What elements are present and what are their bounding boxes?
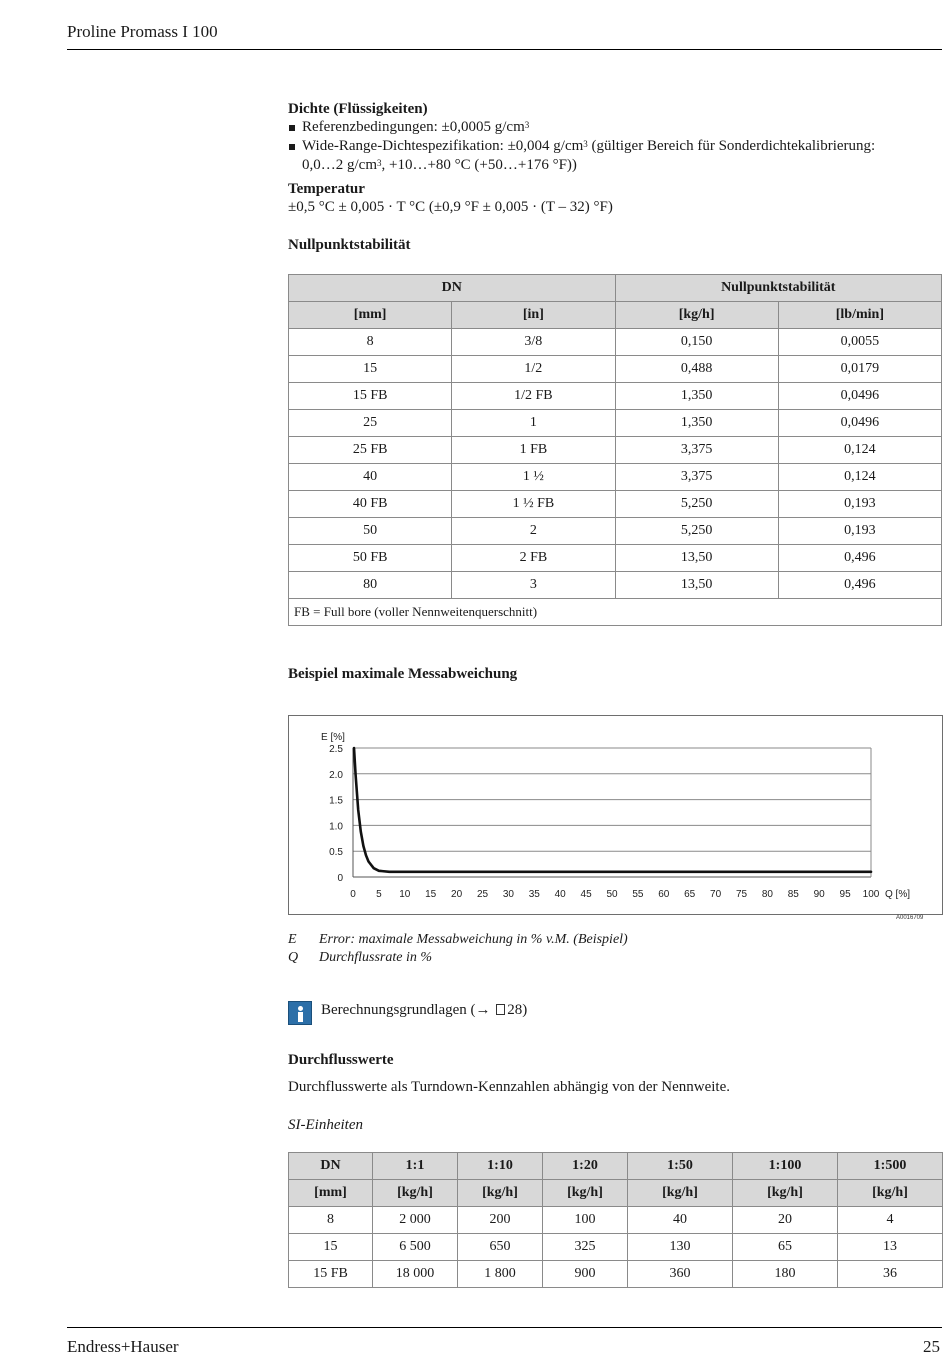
legend-item-q: Q Durchflussrate in % [288, 950, 433, 965]
table-cell: 0,124 [778, 437, 941, 464]
table-cell: 0,0496 [778, 410, 941, 437]
flow-unit-row [289, 1180, 943, 1207]
zero-point-table [288, 274, 942, 626]
x-tick-label: 15 [425, 889, 437, 900]
unit-header: [in] [452, 302, 615, 329]
x-tick-label: 95 [839, 889, 851, 900]
example-heading: Beispiel maximale Messabweichung [288, 666, 518, 682]
table-row [289, 1261, 943, 1288]
y-tick-label: 0.5 [329, 847, 343, 859]
table-cell: 4 [838, 1207, 943, 1234]
footer-rule [67, 1327, 942, 1328]
table-cell: 13,50 [615, 572, 778, 599]
table-row [289, 518, 942, 545]
flow-rows [289, 1207, 943, 1288]
unit-header: [kg/h] [458, 1180, 543, 1207]
y-tick-label: 1.0 [329, 821, 343, 833]
unit-header: [kg/h] [373, 1180, 458, 1207]
density-item-reference: Referenzbedingungen: ±0,0005 $g/cm^3$ [288, 118, 942, 137]
table-cell: 1 800 [458, 1261, 543, 1288]
table-cell: 3,375 [615, 437, 778, 464]
flow-table-wrap [288, 1152, 942, 1288]
header-rule [67, 49, 942, 50]
table-cell: 3 [452, 572, 615, 599]
unit-header: [mm] [289, 1180, 373, 1207]
table-cell: 1 [452, 410, 615, 437]
table-cell: 1/2 FB [452, 383, 615, 410]
unit-header: [mm] [289, 302, 452, 329]
table-row [289, 464, 942, 491]
column-header: 1:500 [838, 1153, 943, 1180]
table-cell: 650 [458, 1234, 543, 1261]
density-section [288, 101, 942, 175]
error-chart-svg [289, 716, 942, 914]
unit-header: [kg/h] [543, 1180, 628, 1207]
table-cell: 0,124 [778, 464, 941, 491]
table-cell: 8 [289, 329, 452, 356]
table-row [289, 383, 942, 410]
table-row [289, 410, 942, 437]
footer-brand: Endress+Hauser [67, 1337, 179, 1356]
table-cell: 360 [628, 1261, 733, 1288]
table-cell: 0,150 [615, 329, 778, 356]
x-tick-label: 50 [606, 889, 618, 900]
group-header-dn: DN [289, 275, 616, 302]
x-tick-label: 70 [710, 889, 722, 900]
table-cell: 1 ½ [452, 464, 615, 491]
table-footnote: FB = Full bore (voller Nennweitenquerschnitt) [289, 599, 942, 626]
table-cell: 3/8 [452, 329, 615, 356]
table-row [289, 437, 942, 464]
table-cell: 2 000 [373, 1207, 458, 1234]
column-header: 1:100 [733, 1153, 838, 1180]
table-row [289, 572, 942, 599]
table-cell: 0,193 [778, 518, 941, 545]
series-line [354, 748, 871, 872]
table-cell: 15 [289, 356, 452, 383]
unit-header: [kg/h] [615, 302, 778, 329]
table-cell: 13 [838, 1234, 943, 1261]
table-cell: 80 [289, 572, 452, 599]
table-cell: 0,488 [615, 356, 778, 383]
x-tick-label: 20 [451, 889, 463, 900]
table-cell: 50 [289, 518, 452, 545]
table-cell: 40 [628, 1207, 733, 1234]
temperature-text: ±0,5 °C ± 0,005 · T °C (±0,9 °F ± 0,005 · (T – 32) °F) [288, 199, 613, 215]
temperature-section [288, 181, 942, 217]
table-cell: 5,250 [615, 491, 778, 518]
x-tick-label: 90 [813, 889, 825, 900]
table-cell: 40 [289, 464, 452, 491]
table-cell: 8 [289, 1207, 373, 1234]
unit-header: [lb/min] [778, 302, 941, 329]
unit-header: [kg/h] [733, 1180, 838, 1207]
column-header: DN [289, 1153, 373, 1180]
temperature-heading: Temperatur [288, 181, 365, 197]
table-cell: 2 [452, 518, 615, 545]
running-header: Proline Promass I 100 [67, 22, 218, 41]
table-cell: 0,0496 [778, 383, 941, 410]
table-cell: 325 [543, 1234, 628, 1261]
y-tick-label: 2.0 [329, 769, 343, 781]
x-tick-label: 85 [787, 889, 799, 900]
table-cell: 1 FB [452, 437, 615, 464]
table-cell: 15 FB [289, 383, 452, 410]
x-tick-label: 10 [399, 889, 411, 900]
table-cell: 0,0179 [778, 356, 941, 383]
table-cell: 40 FB [289, 491, 452, 518]
table-cell: 0,0055 [778, 329, 941, 356]
column-header: 1:10 [458, 1153, 543, 1180]
table-cell: 65 [733, 1234, 838, 1261]
y-tick-label: 1.5 [329, 795, 343, 807]
flow-table [288, 1152, 943, 1288]
x-tick-label: 65 [684, 889, 696, 900]
table-row [289, 491, 942, 518]
table-cell: 900 [543, 1261, 628, 1288]
x-tick-label: 5 [376, 889, 382, 900]
x-tick-label: 35 [528, 889, 540, 900]
table-cell: 0,496 [778, 545, 941, 572]
x-tick-label: 60 [658, 889, 670, 900]
table-cell: 2 FB [452, 545, 615, 572]
table-cell: 1 ½ FB [452, 491, 615, 518]
table-cell: 25 FB [289, 437, 452, 464]
table-cell: 5,250 [615, 518, 778, 545]
x-tick-label: 100 [862, 889, 880, 900]
page-number: 25 [923, 1337, 940, 1356]
table-cell: 25 [289, 410, 452, 437]
x-tick-label: 40 [554, 889, 566, 900]
table-row [289, 356, 942, 383]
info-icon [288, 1001, 312, 1025]
y-axis-label: E [%] [321, 732, 345, 743]
group-header-zero-point: Nullpunktstabilität [615, 275, 942, 302]
info-reference[interactable]: Berechnungsgrundlagen (→ 28) [321, 1002, 528, 1018]
table-row [289, 1207, 943, 1234]
flow-header-row [289, 1153, 943, 1180]
table-row [289, 329, 942, 356]
unit-header: [kg/h] [628, 1180, 733, 1207]
table-cell: 13,50 [615, 545, 778, 572]
zero-point-rows [289, 329, 942, 599]
table-cell: 15 FB [289, 1261, 373, 1288]
column-header: 1:20 [543, 1153, 628, 1180]
x-tick-label: 75 [735, 889, 748, 900]
table-cell: 20 [733, 1207, 838, 1234]
page-ref-icon [496, 1004, 505, 1015]
x-tick-label: 45 [580, 889, 592, 900]
table-row [289, 545, 942, 572]
table-cell: 180 [733, 1261, 838, 1288]
table-cell: 3,375 [615, 464, 778, 491]
table-cell: 15 [289, 1234, 373, 1261]
table-cell: 0,496 [778, 572, 941, 599]
error-chart [288, 715, 943, 915]
flow-heading: Durchflusswerte [288, 1052, 394, 1068]
table-cell: 18 000 [373, 1261, 458, 1288]
table-cell: 0,193 [778, 491, 941, 518]
column-header: 1:1 [373, 1153, 458, 1180]
column-header: 1:50 [628, 1153, 733, 1180]
table-cell: 36 [838, 1261, 943, 1288]
y-tick-label: 2.5 [329, 744, 343, 755]
x-axis-label: Q [%] [885, 889, 911, 900]
table-cell: 1,350 [615, 383, 778, 410]
table-cell: 50 FB [289, 545, 452, 572]
figure-reference: A0016709 [896, 915, 924, 921]
density-item-wide-range: Wide-Range-Dichtespezifikation: ±0,004 $g/cm^3$ (gültiger Bereich für Sonderdichtekalibrierung: 0,0…2 $g/cm^3$, +10…+80 °C (+50…+176 °F)) [288, 137, 942, 175]
y-tick-label: 0 [337, 873, 343, 884]
table-cell: 1,350 [615, 410, 778, 437]
x-tick-label: 0 [350, 889, 356, 900]
table-cell: 200 [458, 1207, 543, 1234]
zero-point-table-wrap [288, 274, 942, 626]
table-cell: 1/2 [452, 356, 615, 383]
table-cell: 130 [628, 1234, 733, 1261]
x-tick-label: 80 [761, 889, 773, 900]
table-cell: 100 [543, 1207, 628, 1234]
x-tick-label: 55 [632, 889, 644, 900]
zero-point-heading: Nullpunktstabilität [288, 237, 411, 253]
table-cell: 6 500 [373, 1234, 458, 1261]
flow-text: Durchflusswerte als Turndown-Kennzahlen abhängig von der Nennweite. [288, 1079, 730, 1095]
table-row [289, 1234, 943, 1261]
unit-header: [kg/h] [838, 1180, 943, 1207]
x-tick-label: 25 [476, 889, 489, 900]
density-heading: Dichte (Flüssigkeiten) [288, 101, 428, 117]
x-tick-label: 30 [502, 889, 514, 900]
flow-subheading: SI-Einheiten [288, 1117, 363, 1133]
legend-item-e: E Error: maximale Messabweichung in % v.M. (Beispiel) [288, 932, 628, 947]
